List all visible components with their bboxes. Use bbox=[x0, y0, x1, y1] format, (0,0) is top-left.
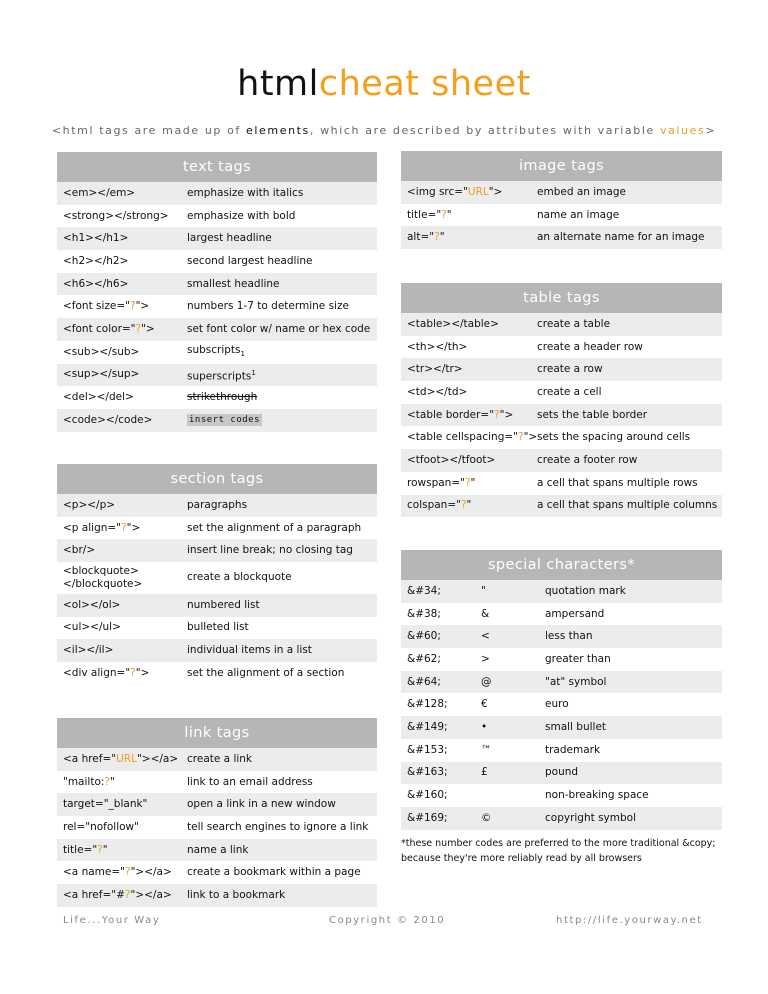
tag-syntax: <br/> bbox=[63, 544, 96, 557]
text-tags-heading: text tags bbox=[57, 152, 377, 182]
table-row bbox=[57, 639, 377, 662]
table-row bbox=[401, 358, 722, 381]
table-row bbox=[57, 617, 377, 640]
subtitle-pre: <html tags are made up of bbox=[51, 124, 246, 137]
tag-description bbox=[187, 821, 377, 834]
tag-description-text: open a link in a new window bbox=[187, 798, 336, 811]
tag-description bbox=[537, 454, 722, 467]
table-row bbox=[57, 494, 377, 517]
tag-description-text: subscripts bbox=[187, 343, 241, 356]
table-row bbox=[57, 793, 377, 816]
tag-syntax-suffix: "> bbox=[488, 185, 503, 198]
tag-description-text: superscripts bbox=[187, 370, 252, 383]
tag-description bbox=[537, 386, 722, 399]
tag-syntax: <h2></h2> bbox=[63, 254, 129, 267]
tag-syntax-prefix: title=" bbox=[407, 208, 442, 221]
tag-syntax-prefix: rowspan=" bbox=[407, 476, 465, 489]
table-row bbox=[401, 716, 722, 739]
tag-description-text: link to an email address bbox=[187, 775, 313, 788]
attribute-value-placeholder: ? bbox=[97, 843, 103, 856]
entity-description: pound bbox=[545, 766, 579, 779]
table-row bbox=[57, 748, 377, 771]
table-row bbox=[401, 226, 722, 249]
tag-syntax-suffix: " bbox=[466, 499, 472, 512]
attribute-value-placeholder: ? bbox=[130, 300, 136, 313]
subtitle-mid: , which are described by attributes with variable bbox=[309, 124, 660, 137]
table-row bbox=[57, 318, 377, 341]
entity-code: &#153; bbox=[407, 743, 448, 756]
tag-description-text: set font color w/ name or hex code bbox=[187, 322, 371, 335]
tag-syntax-prefix: <a name=" bbox=[63, 866, 125, 879]
tag-syntax: <il></il> bbox=[63, 644, 114, 657]
tag-description-text: bulleted list bbox=[187, 621, 249, 634]
table-row bbox=[57, 816, 377, 839]
attribute-value-placeholder: ? bbox=[124, 866, 131, 879]
tag-syntax-suffix: " bbox=[446, 208, 452, 221]
attribute-value-placeholder: ? bbox=[494, 408, 500, 421]
subscript-sample: 1 bbox=[240, 349, 245, 358]
subtitle-post: > bbox=[705, 124, 717, 137]
footer-left: Life...Your Way bbox=[63, 915, 161, 926]
footer-right: http://life.yourway.net bbox=[556, 915, 703, 926]
entity-description: euro bbox=[545, 698, 569, 711]
tag-description bbox=[187, 344, 377, 361]
tag-description bbox=[187, 367, 377, 384]
image-tags-heading: image tags bbox=[401, 151, 722, 181]
tag-syntax: <table></table> bbox=[407, 317, 499, 330]
tag-description bbox=[187, 544, 377, 557]
subtitle-elements: elements bbox=[246, 124, 310, 137]
tag-syntax-suffix: "> bbox=[499, 408, 514, 421]
table-row bbox=[401, 671, 722, 694]
tag-syntax: <sub></sub> bbox=[63, 345, 140, 358]
attribute-value-placeholder: ? bbox=[464, 476, 471, 489]
table-row bbox=[57, 182, 377, 205]
tag-description bbox=[187, 323, 377, 336]
entity-character: ™ bbox=[481, 743, 492, 756]
table-row bbox=[401, 204, 722, 227]
tag-description-text: embed an image bbox=[537, 185, 626, 198]
entity-character: " bbox=[481, 584, 486, 597]
tag-description-text: create a cell bbox=[537, 385, 602, 398]
entity-description: ampersand bbox=[545, 607, 605, 620]
entity-code: &#38; bbox=[407, 607, 441, 620]
tag-syntax bbox=[57, 866, 187, 879]
table-row bbox=[401, 449, 722, 472]
entity-character: € bbox=[481, 698, 488, 711]
table-row bbox=[401, 336, 722, 359]
tag-syntax: <ol></ol> bbox=[63, 598, 121, 611]
table-row bbox=[57, 364, 377, 387]
tag-syntax-prefix: title=" bbox=[63, 843, 98, 856]
entity-character: £ bbox=[481, 766, 488, 779]
attribute-value-placeholder: URL bbox=[116, 752, 137, 765]
table-row bbox=[401, 693, 722, 716]
section-tags-section bbox=[57, 464, 377, 685]
table-row bbox=[401, 762, 722, 785]
table-row bbox=[57, 250, 377, 273]
tag-syntax: <blockquote> </blockquote> bbox=[63, 564, 143, 590]
tag-syntax: <p></p> bbox=[63, 498, 116, 511]
table-row bbox=[57, 295, 377, 318]
table-row bbox=[57, 861, 377, 884]
tag-description bbox=[187, 753, 377, 766]
tag-description bbox=[187, 391, 377, 404]
tag-syntax: <code></code> bbox=[63, 413, 153, 426]
tag-description-text: link to a bookmark bbox=[187, 888, 286, 901]
table-row bbox=[401, 313, 722, 336]
tag-syntax-suffix: " bbox=[109, 775, 115, 788]
tag-syntax: <th></th> bbox=[407, 340, 468, 353]
table-row bbox=[401, 426, 722, 449]
table-tags-section bbox=[401, 283, 722, 517]
attribute-value-placeholder: ? bbox=[460, 499, 467, 512]
subtitle-values: values bbox=[659, 124, 706, 137]
table-row bbox=[401, 784, 722, 807]
tag-syntax: <h1></h1> bbox=[63, 232, 129, 245]
attribute-value-placeholder: ? bbox=[124, 888, 131, 901]
tag-description bbox=[537, 477, 722, 490]
attribute-value-placeholder: ? bbox=[441, 208, 447, 221]
table-row bbox=[57, 517, 377, 540]
tag-syntax: <strong></strong> bbox=[63, 209, 169, 222]
table-row bbox=[57, 594, 377, 617]
tag-description-text: set the alignment of a section bbox=[187, 666, 345, 679]
tag-description-text: sets the table border bbox=[537, 408, 648, 421]
attribute-value-placeholder: ? bbox=[135, 322, 142, 335]
tag-syntax bbox=[401, 209, 537, 222]
tag-description bbox=[187, 232, 377, 245]
tag-syntax bbox=[57, 667, 187, 680]
table-row bbox=[57, 409, 377, 432]
tag-description-text: emphasize with italics bbox=[187, 186, 304, 199]
tag-syntax bbox=[57, 844, 187, 857]
tag-syntax-prefix: <img src=" bbox=[407, 185, 468, 198]
tag-syntax bbox=[401, 231, 537, 244]
tag-syntax: target="_blank" bbox=[63, 798, 148, 811]
tag-syntax-prefix: <div align=" bbox=[63, 666, 131, 679]
table-row bbox=[401, 625, 722, 648]
tag-syntax-suffix: " bbox=[470, 476, 476, 489]
table-row bbox=[401, 807, 722, 830]
tag-description bbox=[187, 667, 377, 680]
tag-syntax-prefix: <table border=" bbox=[407, 408, 495, 421]
attribute-value-placeholder: URL bbox=[467, 185, 489, 198]
entity-character: > bbox=[481, 652, 490, 665]
table-row bbox=[57, 205, 377, 228]
tag-syntax bbox=[401, 499, 537, 512]
tag-description bbox=[187, 644, 377, 657]
tag-description bbox=[187, 278, 377, 291]
tag-description bbox=[187, 866, 377, 879]
tag-syntax-suffix: "> bbox=[141, 322, 155, 335]
entity-description: small bullet bbox=[545, 720, 607, 733]
entity-code: &#60; bbox=[407, 630, 441, 643]
tag-description bbox=[187, 599, 377, 612]
entity-character: @ bbox=[481, 675, 492, 688]
attribute-value-placeholder: ? bbox=[104, 775, 110, 788]
tag-description bbox=[537, 341, 722, 354]
tag-description-text: emphasize with bold bbox=[187, 209, 296, 222]
tag-description-text: create a header row bbox=[537, 340, 643, 353]
image-tags-section bbox=[401, 151, 722, 249]
tag-description-text: numbers 1-7 to determine size bbox=[187, 300, 349, 313]
tag-syntax bbox=[401, 477, 537, 490]
special-characters-note: *these number codes are preferred to the more traditional &copy; because they're more reliably read by all browsers bbox=[401, 838, 716, 864]
entity-code: &#149; bbox=[407, 720, 448, 733]
subtitle bbox=[0, 124, 768, 138]
entity-code: &#34; bbox=[407, 584, 441, 597]
tag-syntax-suffix: "> bbox=[135, 300, 150, 313]
tag-description-text: insert line break; no closing tag bbox=[187, 544, 353, 557]
table-row bbox=[57, 539, 377, 562]
tag-syntax: <td></td> bbox=[407, 385, 468, 398]
tag-syntax-prefix: <a href=" bbox=[63, 752, 117, 765]
entity-description: trademark bbox=[545, 743, 601, 756]
tag-syntax bbox=[57, 300, 187, 313]
tag-syntax-prefix: <p align=" bbox=[63, 521, 122, 534]
tag-description-text: paragraphs bbox=[187, 498, 248, 511]
tag-syntax: <sup></sup> bbox=[63, 368, 140, 381]
section-tags-heading: section tags bbox=[57, 464, 377, 494]
entity-description: "at" symbol bbox=[545, 675, 607, 688]
page-title bbox=[0, 62, 768, 106]
special-characters-section bbox=[401, 550, 722, 830]
tag-syntax bbox=[57, 753, 187, 766]
tag-syntax bbox=[401, 186, 537, 199]
tag-syntax-prefix: <table cellspacing=" bbox=[407, 431, 519, 444]
tag-description-text: a cell that spans multiple columns bbox=[537, 499, 718, 512]
entity-code: &#128; bbox=[407, 698, 448, 711]
tag-syntax: <h6></h6> bbox=[63, 277, 129, 290]
tag-syntax bbox=[401, 431, 537, 444]
tag-description-text: create a footer row bbox=[537, 453, 638, 466]
entity-code: &#62; bbox=[407, 652, 441, 665]
table-row bbox=[401, 181, 722, 204]
tag-description-text: individual items in a list bbox=[187, 644, 312, 657]
tag-description-text: second largest headline bbox=[187, 254, 313, 267]
entity-character: < bbox=[481, 630, 490, 643]
tag-syntax-prefix: alt=" bbox=[407, 231, 435, 244]
tag-syntax bbox=[57, 889, 187, 902]
tag-syntax: <tfoot></tfoot> bbox=[407, 453, 496, 466]
entity-code: &#163; bbox=[407, 766, 448, 779]
entity-code: &#64; bbox=[407, 675, 441, 688]
tag-description-text: insert codes bbox=[189, 415, 261, 426]
table-row bbox=[401, 404, 722, 427]
tag-syntax-suffix: "> bbox=[523, 431, 538, 444]
entity-description: quotation mark bbox=[545, 584, 626, 597]
tag-description-text: smallest headline bbox=[187, 277, 280, 290]
tag-description bbox=[187, 255, 377, 268]
tag-description-text: create a blockquote bbox=[187, 571, 292, 584]
entity-description: greater than bbox=[545, 652, 611, 665]
tag-syntax: <em></em> bbox=[63, 186, 136, 199]
footer-center: Copyright © 2010 bbox=[329, 915, 446, 926]
table-row bbox=[57, 341, 377, 364]
text-tags-section bbox=[57, 152, 377, 432]
tag-description-text: tell search engines to ignore a link bbox=[187, 820, 369, 833]
tag-description bbox=[537, 186, 722, 199]
entity-code: &#160; bbox=[407, 789, 448, 802]
table-row bbox=[401, 648, 722, 671]
tag-description bbox=[537, 363, 722, 376]
tag-syntax-suffix: " bbox=[102, 843, 108, 856]
tag-syntax bbox=[57, 776, 187, 789]
tag-syntax-prefix: <font size=" bbox=[63, 300, 131, 313]
tag-syntax-suffix: "></a> bbox=[130, 866, 172, 879]
tag-description bbox=[187, 522, 377, 535]
table-tags-heading: table tags bbox=[401, 283, 722, 313]
tag-description-text: an alternate name for an image bbox=[537, 231, 705, 244]
tag-syntax bbox=[57, 323, 187, 336]
title-part-cheat-sheet: cheat sheet bbox=[318, 64, 531, 104]
tag-description bbox=[537, 409, 722, 422]
link-tags-section bbox=[57, 718, 377, 907]
table-row bbox=[57, 771, 377, 794]
tag-description bbox=[187, 621, 377, 634]
tag-description-text: name an image bbox=[537, 208, 620, 221]
tag-syntax-suffix: "></a> bbox=[130, 888, 172, 901]
attribute-value-placeholder: ? bbox=[434, 231, 440, 244]
entity-description: less than bbox=[545, 630, 593, 643]
table-row bbox=[57, 662, 377, 685]
tag-syntax-prefix: <font color=" bbox=[63, 322, 136, 335]
attribute-value-placeholder: ? bbox=[121, 521, 127, 534]
tag-syntax: <ul></ul> bbox=[63, 621, 121, 634]
tag-description bbox=[187, 776, 377, 789]
tag-description bbox=[537, 431, 722, 444]
tag-description-text: set the alignment of a paragraph bbox=[187, 521, 362, 534]
tag-description-text: a cell that spans multiple rows bbox=[537, 476, 698, 489]
tag-syntax-suffix: "> bbox=[126, 521, 141, 534]
table-row bbox=[57, 839, 377, 862]
tag-description bbox=[187, 571, 377, 584]
table-row bbox=[57, 273, 377, 296]
entity-code: &#169; bbox=[407, 811, 448, 824]
tag-syntax: rel="nofollow" bbox=[63, 820, 139, 833]
tag-description bbox=[187, 798, 377, 811]
tag-description bbox=[537, 499, 722, 512]
entity-character: • bbox=[481, 720, 488, 733]
tag-syntax: <tr></tr> bbox=[407, 363, 463, 376]
tag-description bbox=[187, 844, 377, 857]
tag-description bbox=[537, 231, 722, 244]
tag-description-text: create a bookmark within a page bbox=[187, 866, 361, 879]
table-row bbox=[57, 227, 377, 250]
tag-description bbox=[187, 187, 377, 200]
table-row bbox=[57, 562, 377, 594]
tag-syntax-suffix: "> bbox=[135, 666, 150, 679]
attribute-value-placeholder: ? bbox=[518, 431, 524, 444]
table-row bbox=[401, 495, 722, 518]
tag-syntax: <del></del> bbox=[63, 391, 134, 404]
special-chars-heading: special characters* bbox=[401, 550, 722, 580]
tag-description-text: sets the spacing around cells bbox=[537, 431, 691, 444]
tag-description bbox=[537, 318, 722, 331]
tag-description bbox=[187, 413, 377, 427]
table-row bbox=[401, 472, 722, 495]
tag-syntax-suffix: " bbox=[439, 231, 445, 244]
tag-syntax-suffix: "></a> bbox=[136, 752, 179, 765]
table-row bbox=[57, 884, 377, 907]
tag-description-text: create a row bbox=[537, 363, 603, 376]
tag-syntax-prefix: colspan=" bbox=[407, 499, 461, 512]
superscript-sample: 1 bbox=[251, 368, 256, 377]
table-row bbox=[401, 739, 722, 762]
entity-description: copyright symbol bbox=[545, 811, 637, 824]
tag-description-text: create a table bbox=[537, 317, 611, 330]
tag-description bbox=[187, 499, 377, 512]
tag-description-text: strikethrough bbox=[187, 391, 258, 404]
tag-description bbox=[537, 209, 722, 222]
table-row bbox=[401, 603, 722, 626]
entity-character: & bbox=[481, 607, 490, 620]
tag-description-text: name a link bbox=[187, 843, 249, 856]
tag-description bbox=[187, 300, 377, 313]
entity-description: non-breaking space bbox=[545, 789, 649, 802]
tag-syntax bbox=[57, 522, 187, 535]
tag-description-text: create a link bbox=[187, 752, 253, 765]
tag-description bbox=[187, 210, 377, 223]
tag-syntax-prefix: <a href="# bbox=[63, 888, 125, 901]
link-tags-heading: link tags bbox=[57, 718, 377, 748]
tag-description bbox=[187, 889, 377, 902]
attribute-value-placeholder: ? bbox=[130, 666, 136, 679]
tag-description-text: numbered list bbox=[187, 598, 260, 611]
entity-character: © bbox=[481, 811, 492, 824]
table-row bbox=[401, 580, 722, 603]
tag-description-text: largest headline bbox=[187, 232, 272, 245]
tag-syntax-prefix: "mailto: bbox=[63, 775, 105, 788]
table-row bbox=[401, 381, 722, 404]
tag-syntax bbox=[401, 409, 537, 422]
title-part-html: html bbox=[237, 64, 319, 104]
table-row bbox=[57, 386, 377, 409]
